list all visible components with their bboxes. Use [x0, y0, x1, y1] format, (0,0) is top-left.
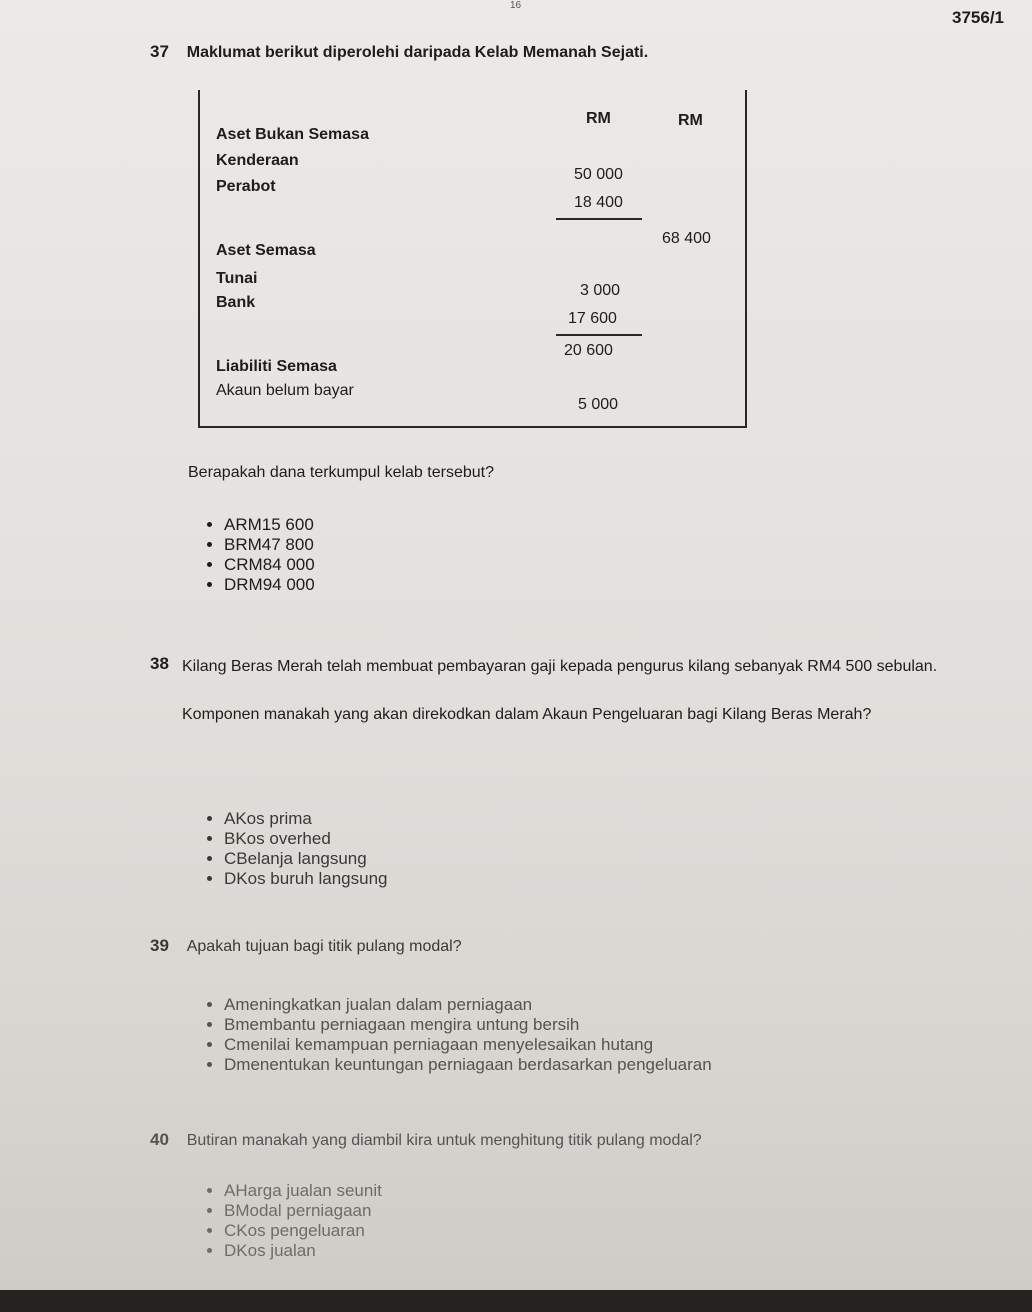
- question-38-options: [184, 809, 824, 889]
- question-number: 39: [150, 936, 169, 955]
- section-current-liabilities: Liabiliti Semasa: [216, 358, 337, 375]
- question-stem: Butiran manakah yang diambil kira untuk menghitung titik pulang modal?: [186, 1132, 702, 1149]
- total-non-current-assets: 68 400: [662, 230, 711, 247]
- option-b[interactable]: • BKos overhed: [224, 829, 824, 849]
- financial-info-table: [198, 90, 747, 428]
- question-38: [150, 654, 990, 728]
- option-b[interactable]: • Bmembantu perniagaan mengira untung bersih: [224, 1015, 1004, 1035]
- total-current-assets: 20 600: [564, 342, 613, 359]
- question-39-options: [184, 995, 1004, 1075]
- option-a[interactable]: • ARM15 600: [224, 515, 824, 535]
- option-a[interactable]: • AKos prima: [224, 809, 824, 829]
- question-number: 37: [150, 42, 169, 61]
- question-prompt: Komponen manakah yang akan direkodkan dalam Akaun Pengeluaran bagi Kilang Beras Merah?: [182, 706, 872, 723]
- option-c[interactable]: • CKos pengeluaran: [224, 1221, 824, 1241]
- row-tunai-value: 3 000: [580, 282, 621, 299]
- option-a[interactable]: • Ameningkatkan jualan dalam perniagaan: [224, 995, 1004, 1015]
- page-code: 3756/1: [952, 8, 1004, 27]
- row-kenderaan-value: 50 000: [574, 166, 623, 183]
- option-c[interactable]: • CBelanja langsung: [224, 849, 824, 869]
- row-akaun-label: Akaun belum bayar: [216, 382, 354, 399]
- option-d[interactable]: • Dmenentukan keuntungan perniagaan berdasarkan pengeluaran: [224, 1055, 1004, 1075]
- question-prompt: Berapakah dana terkumpul kelab tersebut?: [188, 464, 494, 481]
- option-d[interactable]: • DRM94 000: [224, 575, 824, 595]
- question-40: [150, 1128, 1010, 1154]
- top-page-mark: 16: [510, 0, 522, 11]
- col1-header: RM: [586, 110, 611, 127]
- subtotal-rule-2: [556, 334, 642, 336]
- question-stem: Maklumat berikut diperolehi daripada Kelab Memanah Sejati.: [186, 44, 649, 61]
- section-current-assets: Aset Semasa: [216, 242, 316, 259]
- section-non-current-assets: Aset Bukan Semasa: [216, 126, 369, 143]
- option-a[interactable]: • AHarga jualan seunit: [224, 1181, 824, 1201]
- question-number: 38: [150, 654, 169, 673]
- row-akaun-value: 5 000: [578, 396, 619, 413]
- row-bank-label: Bank: [216, 294, 256, 311]
- question-39: [150, 934, 990, 960]
- question-37: [150, 40, 990, 66]
- question-number: 40: [150, 1130, 169, 1149]
- col2-header: RM: [678, 112, 703, 129]
- question-stem: Kilang Beras Merah telah membuat pembayaran gaji kepada pengurus kilang sebanyak RM4 500 sebulan.: [182, 658, 938, 675]
- question-stem: Apakah tujuan bagi titik pulang modal?: [186, 938, 462, 955]
- row-tunai-label: Tunai: [216, 270, 258, 287]
- question-37-options: [184, 515, 824, 595]
- row-kenderaan-label: Kenderaan: [216, 152, 299, 169]
- option-b[interactable]: • BRM47 800: [224, 535, 824, 555]
- option-d[interactable]: • DKos jualan: [224, 1241, 824, 1261]
- page-bottom-edge: [0, 1290, 1032, 1312]
- subtotal-rule-1: [556, 218, 642, 220]
- option-b[interactable]: • BModal perniagaan: [224, 1201, 824, 1221]
- row-bank-value: 17 600: [568, 310, 617, 327]
- option-c[interactable]: • CRM84 000: [224, 555, 824, 575]
- question-37-prompt: [188, 460, 988, 486]
- question-40-options: [184, 1181, 824, 1261]
- row-perabot-value: 18 400: [574, 194, 623, 211]
- row-perabot-label: Perabot: [216, 178, 276, 195]
- option-c[interactable]: • Cmenilai kemampuan perniagaan menyelesaikan hutang: [224, 1035, 1004, 1055]
- option-d[interactable]: • DKos buruh langsung: [224, 869, 824, 889]
